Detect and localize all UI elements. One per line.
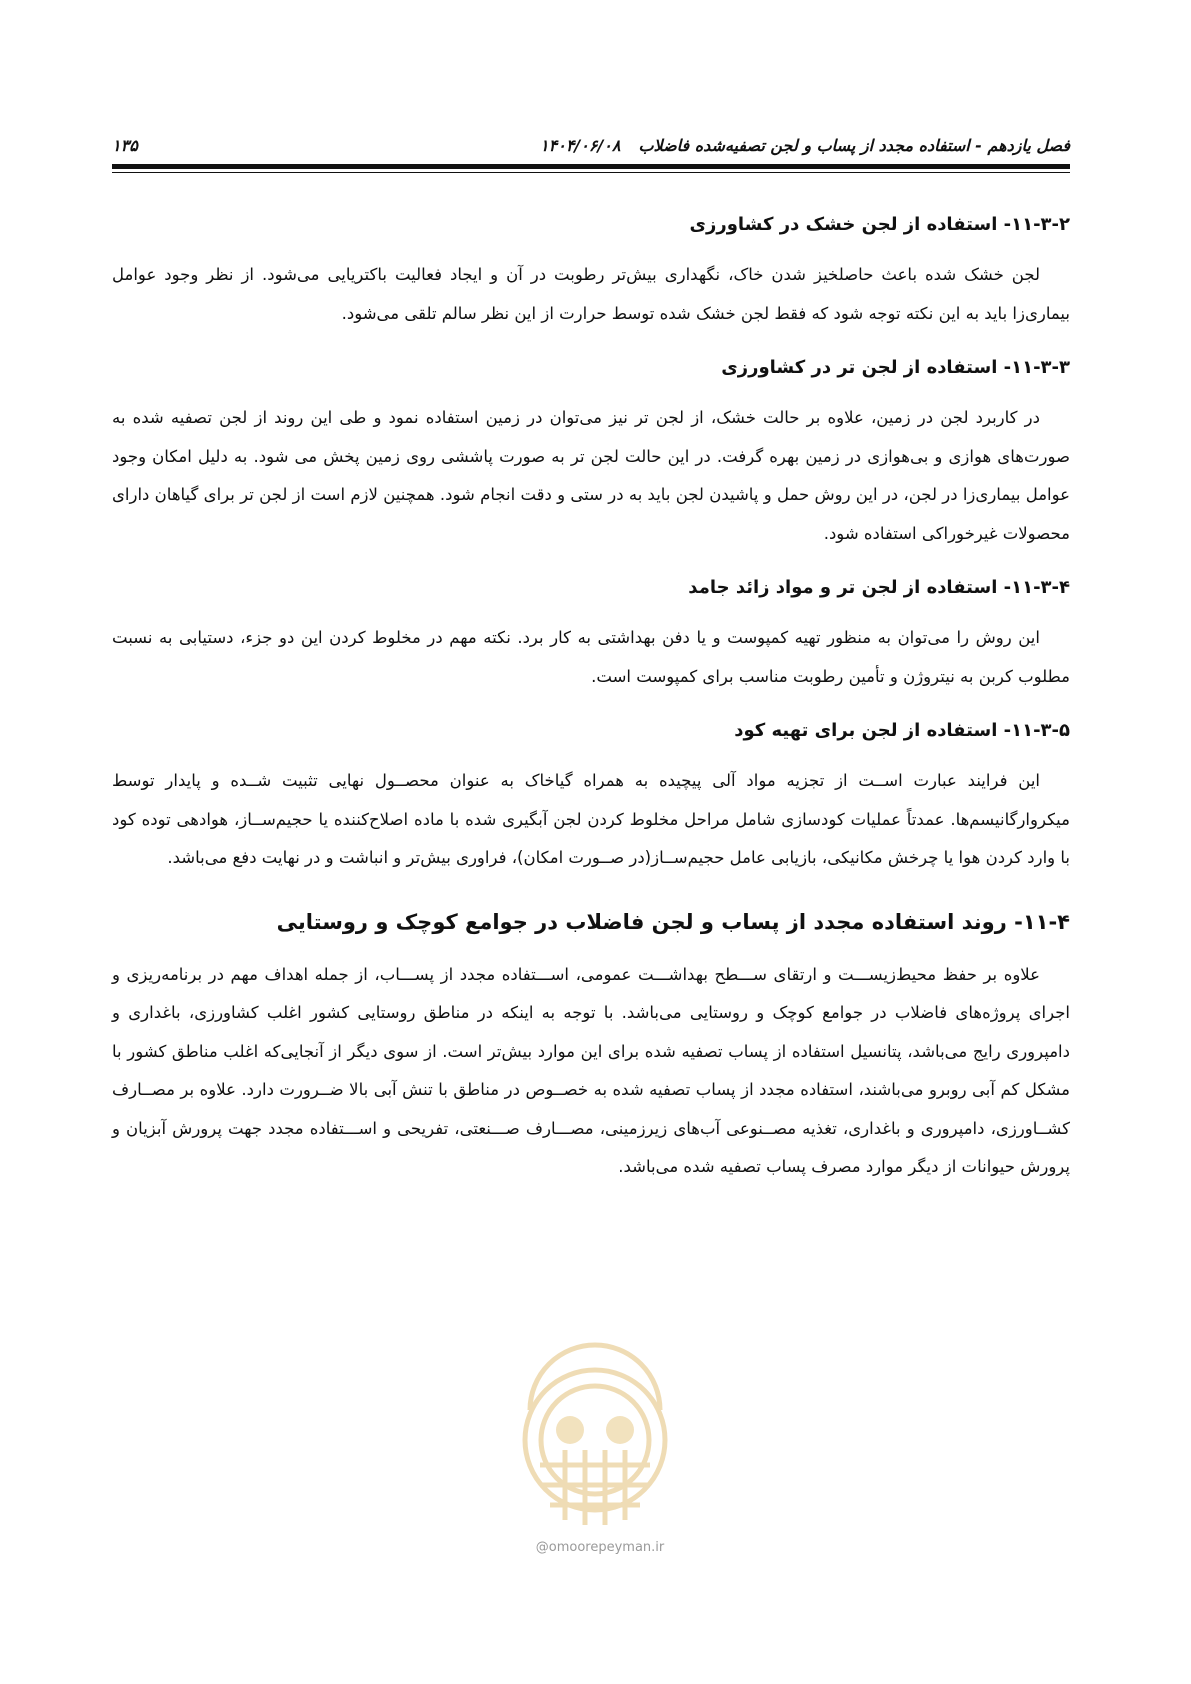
seal-logo-icon [490, 1290, 700, 1550]
section-heading-11-3-2: ۱۱-۳-۲- استفاده از لجن خشک در کشاورزی [689, 214, 1070, 235]
header-rule-thick [112, 164, 1070, 169]
section-paragraph: در کاربرد لجن در زمین، علاوه بر حالت خشک، از لجن تر نیز می‌توان در زمین استفاده نمود و طی این روند از لجن تصفیه شده به صورت‌های هوازی و بی‌هوازی در زمین بهره گرفت. در این حالت لجن تر به صورت پاششی روی زمین پخش می شود. به دلیل امکان وجود عوامل بیماری‌زا در لجن، در این روش حمل و پاشیدن لجن باید به در ستی و دقت انجام شود. همچنین لازم است از لجن تر برای گیاهان دارای محصولات غیرخوراکی استفاده شود. [112, 408, 1070, 543]
section-heading-11-3-4: ۱۱-۳-۴- استفاده از لجن تر و مواد زائد جامد [688, 577, 1070, 598]
section-paragraph: این فرایند عبارت اســت از تجزیه مواد آلی پیچیده به همراه گیاخاک به عنوان محصــول نهایی تثبیت شــده و پایدار توسط میکروارگانیسم‌ها. عمدتاً عملیات کودسازی شامل مراحل مخلوط کردن لجن آبگیری شده با ماده اصلاح‌کننده یا حجیم‌ســاز، هوادهی توده کود با وارد کردن هوا یا چرخش مکانیکی، بازیابی عامل حجیم‌ســاز(در صــورت امکان)، فراوری بیش‌تر و انباشت و در نهایت دفع می‌باشد. [112, 771, 1070, 867]
header-rule-thin [112, 172, 1070, 173]
section-heading-11-3-5: ۱۱-۳-۵- استفاده از لجن برای تهیه کود [734, 720, 1070, 741]
section-paragraph: این روش را می‌توان به منظور تهیه کمپوست و یا دفن بهداشتی به کار برد. نکته مهم در مخلوط کردن این دو جزء، دستیابی به نسبت مطلوب کربن به نیتروژن و تأمین رطوبت مناسب برای کمپوست است. [112, 628, 1070, 686]
section-paragraph: لجن خشک شده باعث حاصلخیز شدن خاک، نگهداری بیش‌تر رطوبت در آن و ایجاد فعالیت باکتریایی می‌شود. از نظر وجود عوامل بیماری‌زا باید به این نکته توجه شود که فقط لجن خشک شده توسط حرارت از این نظر سالم تلقی می‌شود. [112, 265, 1070, 323]
header-date: ۱۴۰۴/۰۶/۰۸ [540, 135, 621, 155]
page-content [112, 190, 1070, 1195]
section-heading-11-4: ۱۱-۴- روند استفاده مجدد از پساب و لجن فاضلاب در جوامع کوچک و روستایی [276, 909, 1070, 934]
page-number: ۱۳۵ [112, 135, 138, 155]
main-section-paragraph: علاوه بر حفظ محیط‌زیســـت و ارتقای ســـطح بهداشـــت عمومی، اســـتفاده مجدد از پســـاب، از جمله اهداف مهم در برنامه‌ریزی و اجرای پروژه‌های فاضلاب در جوامع کوچک و روستایی می‌باشد. با توجه به اینکه در مناطق روستایی کشور اغلب کشاورزی، باغداری و دامپروری رایج می‌باشد، پتانسیل استفاده از پساب تصفیه شده برای این موارد بیش‌تر است. از سوی دیگر از آنجایی‌که اغلب مناطق کشور با مشکل کم آبی روبرو می‌باشند، استفاده مجدد از پساب تصفیه شده به خصــوص در مناطق با تنش آبی بالا ضــرورت دارد. علاوه بر مصــارف کشــاورزی، دامپروری و باغداری، تغذیه مصــنوعی آب‌های زیرزمینی، مصـــارف صـــنعتی، تفریحی و اســـتفاده مجدد جهت پرورش آبزیان و پرورش حیوانات از دیگر موارد مصرف پساب تصفیه شده می‌باشد. [112, 964, 1070, 1176]
chapter-title: فصل یازدهم - استفاده مجدد از پساب و لجن تصفیه‌شده فاضلاب [638, 135, 1070, 155]
section-heading-11-3-3: ۱۱-۳-۳- استفاده از لجن تر در کشاورزی [721, 357, 1070, 378]
header-title-group [540, 136, 1070, 155]
page-header [112, 130, 1070, 160]
watermark-url: @omoorepeyman.ir [535, 1540, 665, 1555]
